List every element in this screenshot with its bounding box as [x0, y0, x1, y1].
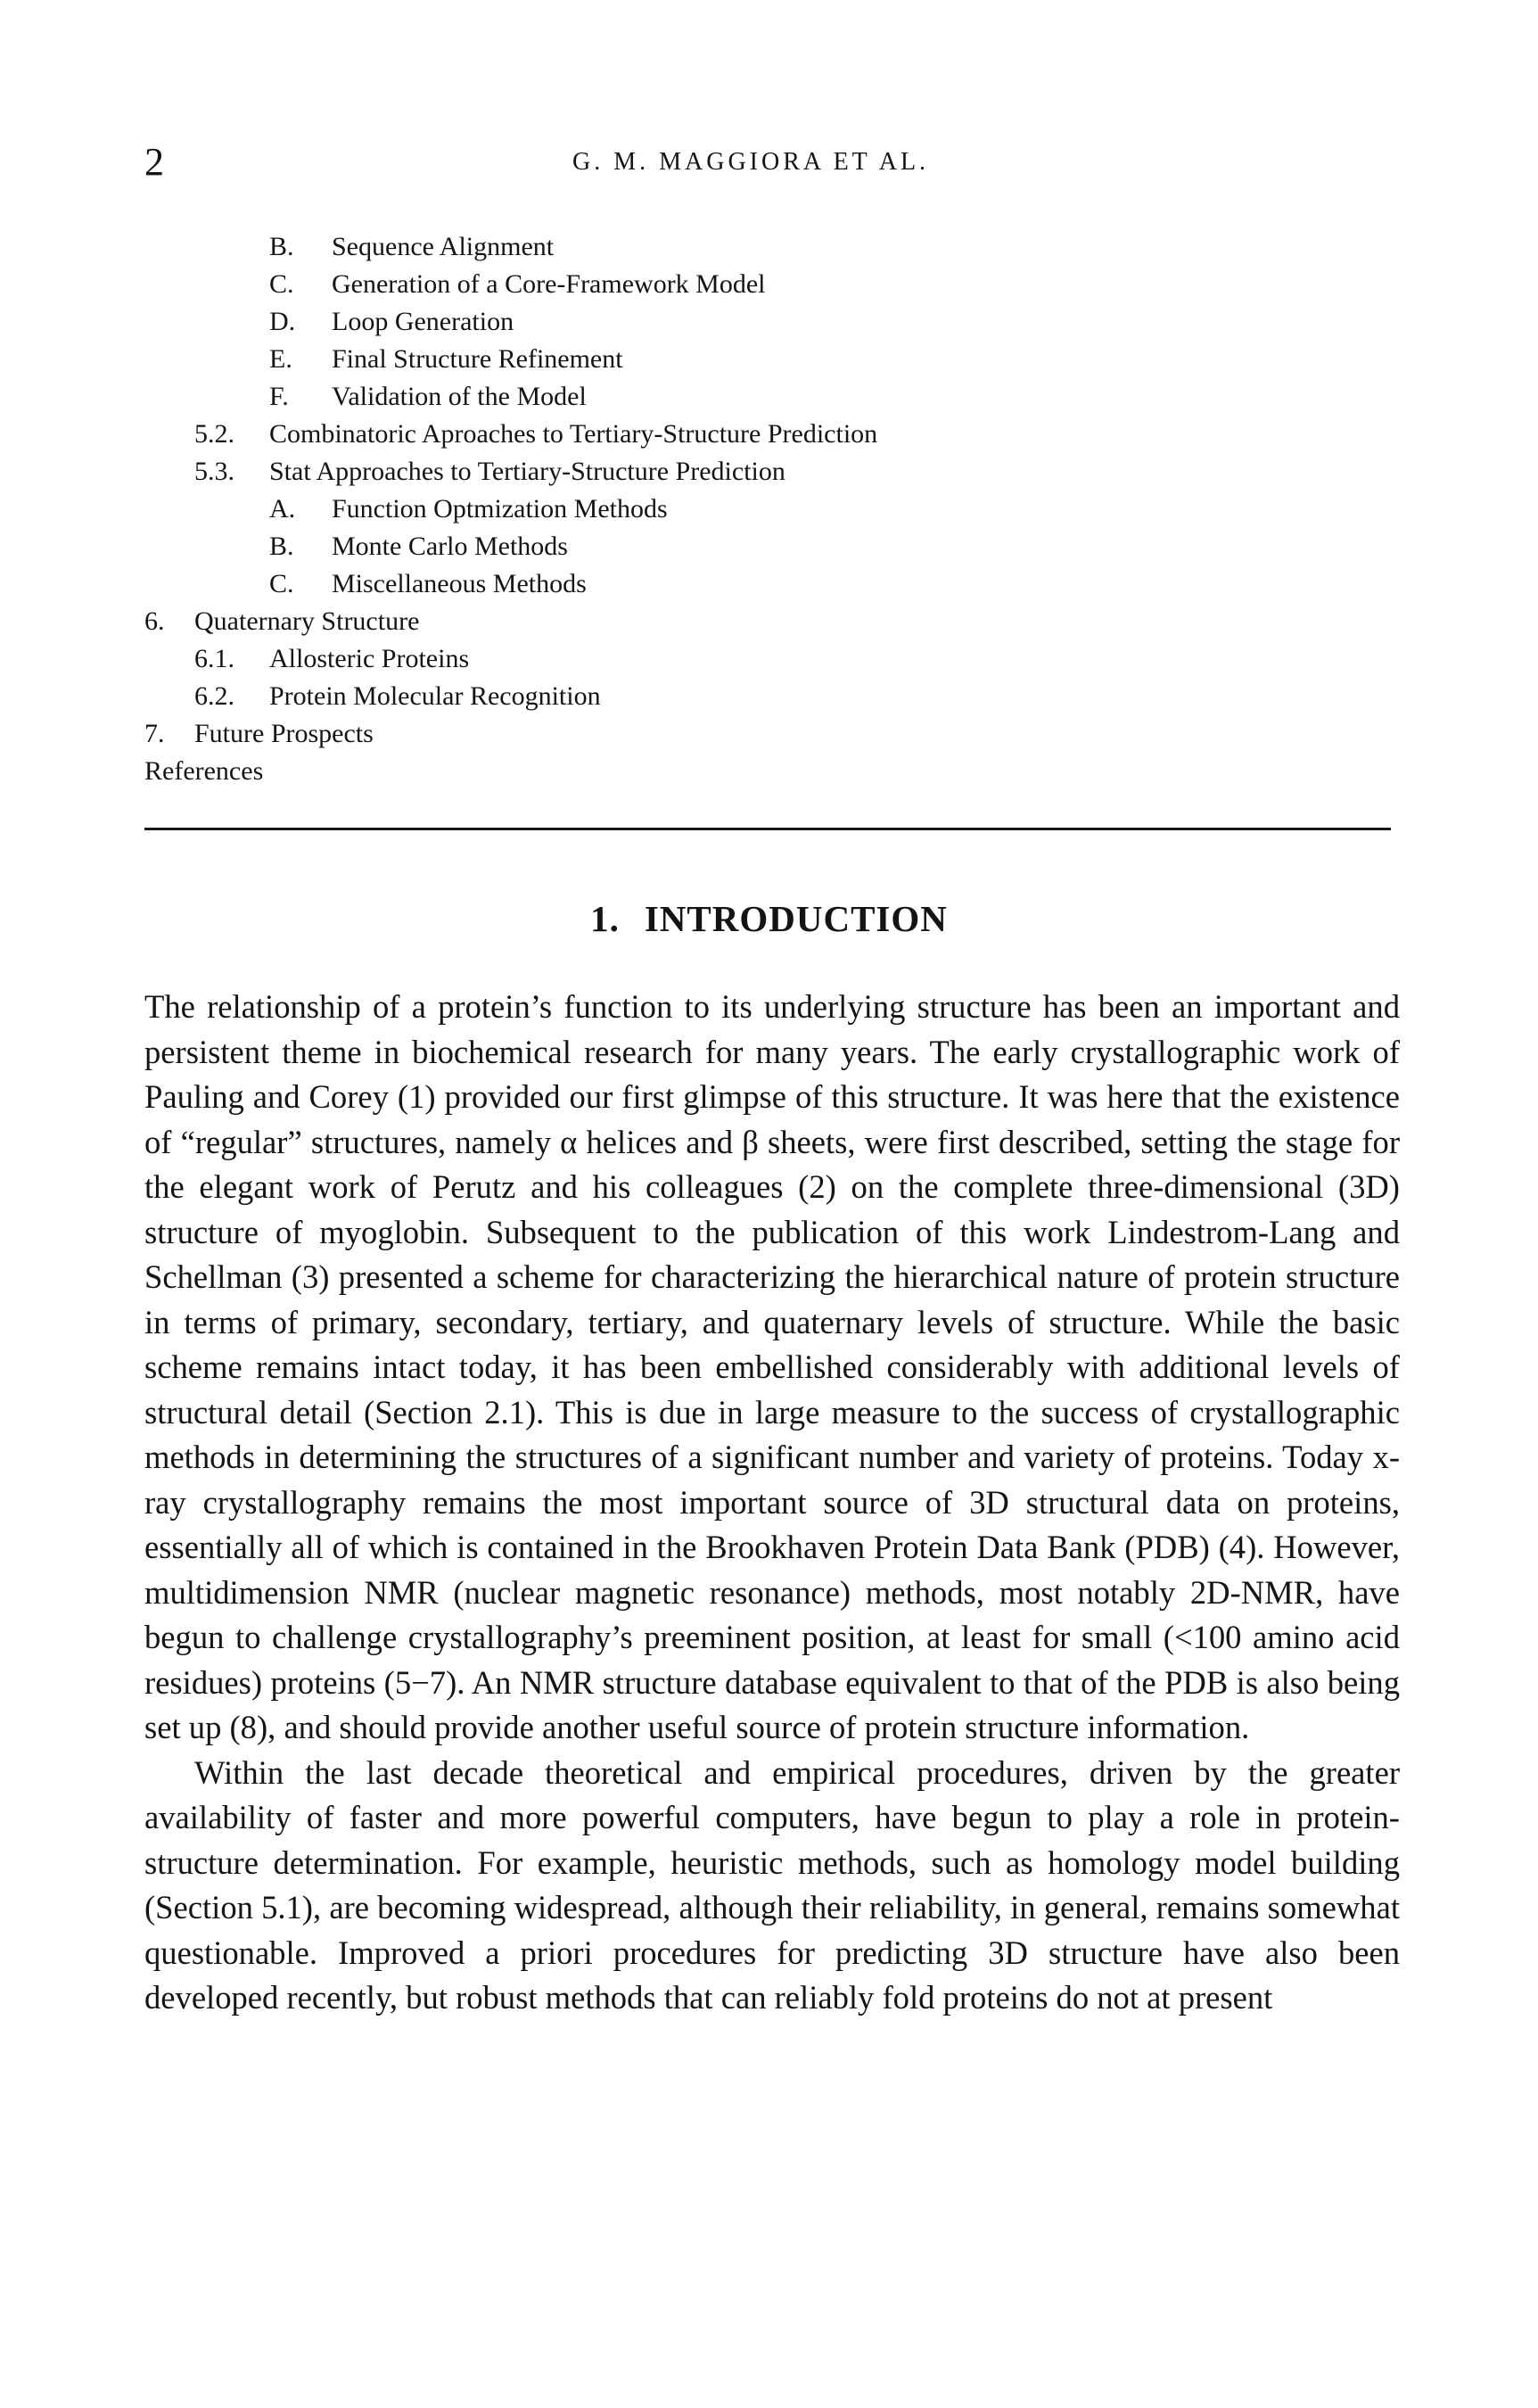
toc-entry-title: Quaternary Structure: [194, 606, 420, 636]
toc-entry-title: References: [144, 756, 264, 786]
section-divider: [144, 828, 1391, 830]
toc-entry: [144, 715, 1393, 753]
body-text: [144, 985, 1400, 2021]
toc-entry-number: 6.: [144, 606, 165, 636]
toc-entry: [144, 303, 1393, 341]
toc-entry-title: Allosteric Proteins: [269, 644, 470, 673]
toc-entry-number: E.: [269, 344, 292, 374]
toc-entry-number: 7.: [144, 719, 165, 748]
toc-entry-title: Sequence Alignment: [332, 232, 555, 261]
toc-entry-number: F.: [269, 382, 289, 411]
toc-entry: [144, 603, 1393, 640]
toc-entry-number: 6.1.: [194, 644, 234, 673]
toc-entry-number: C.: [269, 269, 294, 299]
toc-entry-title: Generation of a Core-Framework Model: [332, 269, 766, 299]
section-heading: [0, 892, 1538, 945]
paragraph: Within the last decade theoretical and empirical procedures, driven by the greater availability of faster and more powerful computers, have begun to play a role in protein-structure determination. For example, heuristic methods, such as homology model building (Section 5.1), are becoming widespread, although their reliability, in general, remains somewhat questionable. Improved a priori procedures for predicting 3D structure have also been developed recently, but robust methods that can reliably fold proteins do not at present: [144, 1753, 1400, 2016]
toc-entry: [144, 565, 1393, 603]
toc-entry-title: Loop Generation: [332, 307, 514, 336]
toc-entry: [144, 378, 1393, 416]
toc-entry-title: Combinatoric Aproaches to Tertiary-Structure Prediction: [269, 419, 878, 449]
toc-entry-number: 5.3.: [194, 457, 234, 486]
toc-entry: [144, 753, 1393, 790]
toc-entry: [144, 453, 1393, 491]
toc-entry: [144, 640, 1393, 678]
page-number: 2: [144, 140, 164, 184]
toc-entry: [144, 528, 1393, 565]
toc-entry-title: Monte Carlo Methods: [332, 532, 568, 561]
toc-entry-title: Miscellaneous Methods: [332, 569, 587, 598]
toc-entry-number: C.: [269, 569, 294, 598]
toc-entry-title: Validation of the Model: [332, 382, 587, 411]
paragraph: The relationship of a protein’s function to its underlying structure has been an important and persistent theme in biochemical research for many years. The early crystallographic work of Pauling and Corey (1) provided our first glimpse of this structure. It was here that the existence of “regular” structures, namely α helices and β sheets, were first described, setting the stage for the elegant work of Perutz and his colleagues (2) on the complete three-dimensional (3D) structure of myoglobin. Subsequent to the publication of this work Lindestrom-Lang and Schellman (3) presented a scheme for characterizing the hierarchical nature of protein structure in terms of primary, secondary, tertiary, and quaternary levels of structure. While the basic scheme remains intact today, it has been embellished considerably with additional levels of structural detail (Section 2.1). This is due in large measure to the success of crystallographic methods in determining the structures of a significant number and variety of proteins. Today x-ray crystallography remains the most important source of 3D structural data on proteins, essentially all of which is contained in the Brookhaven Protein Data Bank (PDB) (4). However, multidimension NMR (nuclear magnetic resonance) methods, most notably 2D-NMR, have begun to challenge crystallography’s preeminent position, at least for small (<100 amino acid residues) proteins (5−7). An NMR structure database equivalent to that of the PDB is also being set up (8), and should provide another useful source of protein structure information.: [144, 988, 1400, 1745]
toc-entry-title: Stat Approaches to Tertiary-Structure Prediction: [269, 457, 785, 486]
toc-entry: [144, 266, 1393, 303]
toc-entry: [144, 341, 1393, 378]
page-header: [144, 136, 1393, 189]
running-head: G. M. MAGGIORA ET AL.: [572, 148, 930, 176]
table-of-contents: [144, 228, 1393, 790]
toc-entry-title: Future Prospects: [194, 719, 374, 748]
section-title: INTRODUCTION: [644, 898, 948, 939]
toc-entry: [144, 228, 1393, 266]
toc-entry-number: 6.2.: [194, 681, 234, 711]
section-number: 1.: [590, 898, 620, 939]
toc-entry-number: B.: [269, 532, 294, 561]
toc-entry-number: 5.2.: [194, 419, 234, 449]
toc-entry: [144, 678, 1393, 715]
toc-entry-title: Function Optmization Methods: [332, 494, 668, 524]
toc-entry: [144, 416, 1393, 453]
toc-entry-title: Protein Molecular Recognition: [269, 681, 601, 711]
toc-entry-number: A.: [269, 494, 296, 524]
toc-entry: [144, 491, 1393, 528]
toc-entry-title: Final Structure Refinement: [332, 344, 623, 374]
toc-entry-number: D.: [269, 307, 296, 336]
toc-entry-number: B.: [269, 232, 294, 261]
